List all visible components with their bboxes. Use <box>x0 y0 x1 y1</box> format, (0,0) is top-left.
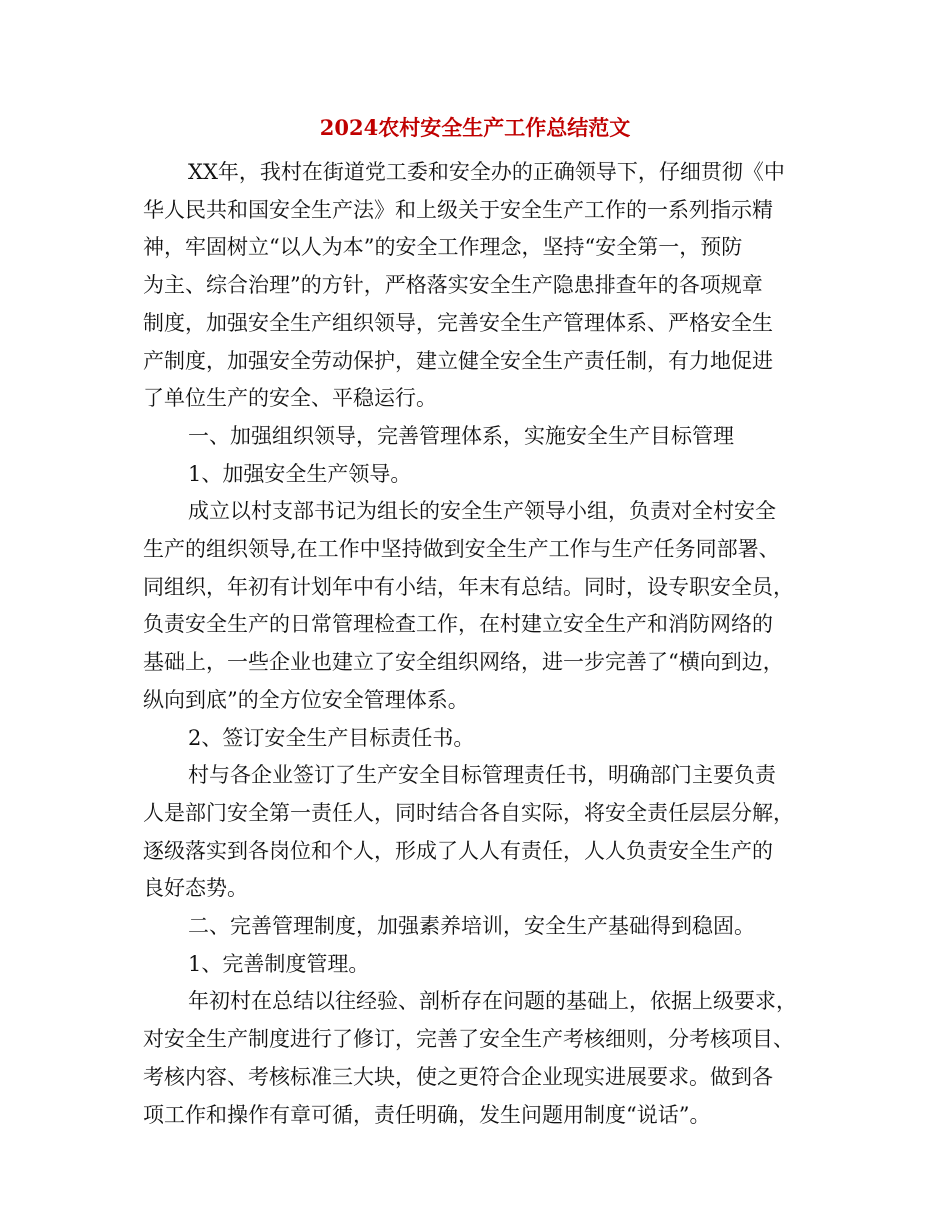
paragraph-line: 2、签订安全生产目标责任书。 <box>188 725 475 750</box>
paragraph-line: 年初村在总结以往经验、剖析存在问题的基础上，依据上级要求， <box>188 989 797 1014</box>
paragraph <box>143 757 803 908</box>
paragraph-line: 良好态势。 <box>143 876 248 901</box>
paragraph-line: 项工作和操作有章可循，责任明确，发生问题用制度“说话”。 <box>143 1102 711 1127</box>
document-body <box>143 154 803 1134</box>
paragraph-line: 成立以村支部书记为组长的安全生产领导小组，负责对全村安全 <box>188 499 776 524</box>
paragraph-line: 1、加强安全生产领导。 <box>188 461 412 486</box>
paragraph-line: 对安全生产制度进行了修订，完善了安全生产考核细则，分考核项目、 <box>143 1027 794 1052</box>
paragraph <box>143 908 803 946</box>
paragraph-line: 同组织，年初有计划年中有小结，年末有总结。同时，设专职安全员， <box>143 574 794 599</box>
document-title: 2024农村安全生产工作总结范文 <box>319 115 631 140</box>
paragraph-line: 制度，加强安全生产组织领导，完善安全生产管理体系、严格安全生 <box>143 310 773 335</box>
paragraph-line: 1、完善制度管理。 <box>188 951 370 976</box>
paragraph-line: 基础上，一些企业也建立了安全组织网络，进一步完善了“横向到边， <box>143 650 784 675</box>
paragraph <box>143 720 803 758</box>
paragraph <box>143 154 803 418</box>
paragraph-line: 了单位生产的安全、平稳运行。 <box>143 386 437 411</box>
paragraph <box>143 946 803 984</box>
paragraph-line: 逐级落实到各岗位和个人，形成了人人有责任，人人负责安全生产的 <box>143 838 773 863</box>
paragraph-line: 考核内容、考核标准三大块，使之更符合企业现实进展要求。做到各 <box>143 1064 773 1089</box>
paragraph <box>143 983 803 1134</box>
paragraph-line: 生产的组织领导,在工作中坚持做到安全生产工作与生产任务同部署、 <box>143 537 780 562</box>
paragraph <box>143 418 803 456</box>
paragraph-line: 华人民共和国安全生产法》和上级关于安全生产工作的一系列指示精 <box>143 197 773 222</box>
paragraph <box>143 493 803 719</box>
paragraph-line: 产制度，加强安全劳动保护，建立健全安全生产责任制，有力地促进 <box>143 348 773 373</box>
paragraph-line: 负责安全生产的日常管理检查工作，在村建立安全生产和消防网络的 <box>143 612 773 637</box>
paragraph-line: XX年，我村在街道党工委和安全办的正确领导下，仔细贯彻《中 <box>188 160 785 184</box>
paragraph-line: 神，牢固树立“以人为本”的安全工作理念，坚持“安全第一，预防 <box>143 235 743 260</box>
paragraph-line: 纵向到底”的全方位安全管理体系。 <box>143 687 469 712</box>
paragraph-line: 二、完善管理制度，加强素养培训，安全生产基础得到稳固。 <box>188 914 755 939</box>
paragraph <box>143 456 803 494</box>
paragraph-line: 村与各企业签订了生产安全目标管理责任书，明确部门主要负责 <box>188 763 776 788</box>
paragraph-line: 为主、综合治理”的方针，严格落实安全生产隐患排查年的各项规章 <box>143 273 763 298</box>
paragraph-line: 一、加强组织领导，完善管理体系，实施安全生产目标管理 <box>188 423 734 448</box>
paragraph-line: 人是部门安全第一责任人，同时结合各自实际，将安全责任层层分解， <box>143 800 794 825</box>
